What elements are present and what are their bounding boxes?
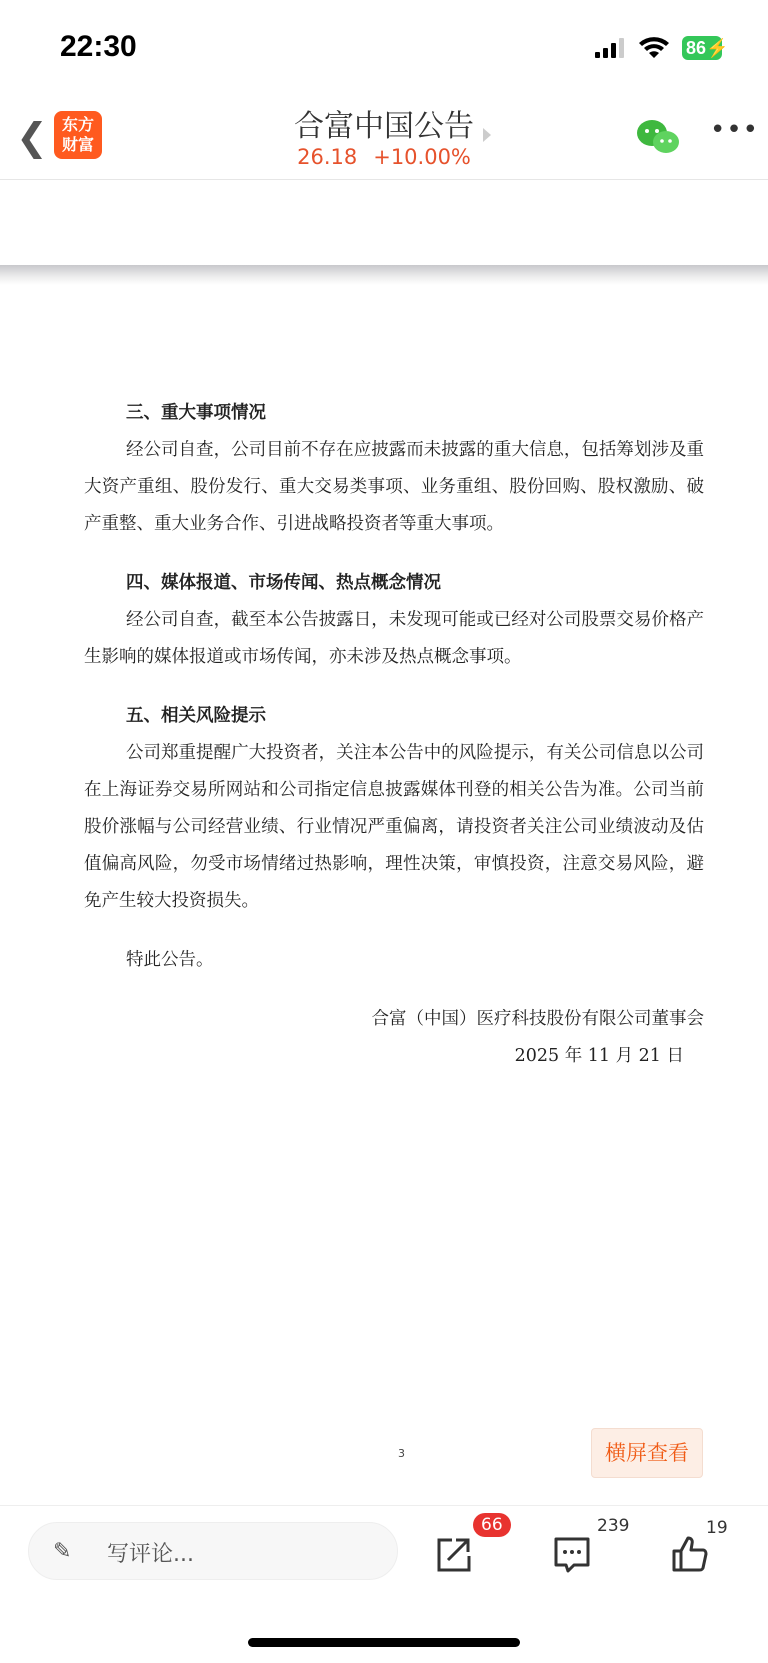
status-bar [0,0,768,95]
back-button[interactable]: ❮ [16,115,48,159]
wifi-icon [637,34,671,60]
page-title[interactable]: 合富中国公告 [294,109,474,144]
closing-text: 特此公告。 [126,950,214,970]
landscape-view-button[interactable]: 横屏查看 [591,1428,703,1478]
section-heading: 四、媒体报道、市场传闻、热点概念情况 [126,573,441,593]
battery-indicator: 86⚡ [682,36,722,60]
status-time: 22:30 [60,30,137,63]
section-heading: 三、重大事项情况 [126,403,266,423]
announcement-document [84,395,704,1075]
home-indicator[interactable] [248,1638,520,1647]
more-icon[interactable]: ••• [710,115,760,145]
page-divider [0,265,768,285]
paragraph-line: 值偏高风险，勿受市场情绪过热影响，理性决策，审慎投资，注意交易风险，避 [84,854,704,874]
like-count: 19 [706,1518,728,1538]
paragraph-line: 公司郑重提醒广大投资者，关注本公告中的风险提示，有关公司信息以公司 [126,743,704,763]
comment-placeholder: 写评论... [107,1542,194,1567]
share-icon[interactable] [434,1534,474,1574]
share-count-badge: 66 [473,1513,511,1537]
comment-input[interactable] [28,1522,398,1580]
signer: 合富（中国）医疗科技股份有限公司董事会 [371,1009,704,1029]
battery-level: 86 [686,38,707,58]
logo-text: 财富 [61,135,94,154]
paragraph-line: 经公司自查，公司目前不存在应披露而未披露的重大信息，包括筹划涉及重 [126,440,704,460]
section-heading: 五、相关风险提示 [126,706,266,726]
paragraph-line: 股价涨幅与公司经营业绩、行业情况严重偏离，请投资者关注公司业绩波动及估 [84,817,704,837]
comment-count: 239 [597,1516,630,1536]
like-icon[interactable] [670,1534,710,1574]
signal-icon [595,38,624,58]
page-number: 3 [398,1447,405,1460]
date: 2025 年 11 月 21 日 [514,1046,684,1066]
paragraph-line: 在上海证券交易所网站和公司指定信息披露媒体刊登的相关公告为准。公司当前 [84,780,704,800]
logo-text: 东方 [61,115,94,134]
paragraph-line: 大资产重组、股份发行、重大交易类事项、业务重组、股份回购、股权激励、破 [84,477,704,497]
paragraph-line: 经公司自查，截至本公告披露日，未发现可能或已经对公司股票交易价格产 [126,610,704,630]
wechat-share-icon[interactable] [636,119,680,155]
stock-change: +10.00% [373,145,471,169]
stock-price: 26.18 [297,145,358,169]
chevron-right-icon[interactable] [483,128,491,142]
header [0,95,768,180]
paragraph-line: 产重整、重大业务合作、引进战略投资者等重大事项。 [84,514,504,534]
paragraph-line: 免产生较大投资损失。 [84,891,259,911]
pencil-icon: ✎ [53,1539,72,1564]
paragraph-line: 生影响的媒体报道或市场传闻，亦未涉及热点概念事项。 [84,647,522,667]
comment-icon[interactable] [552,1534,592,1574]
